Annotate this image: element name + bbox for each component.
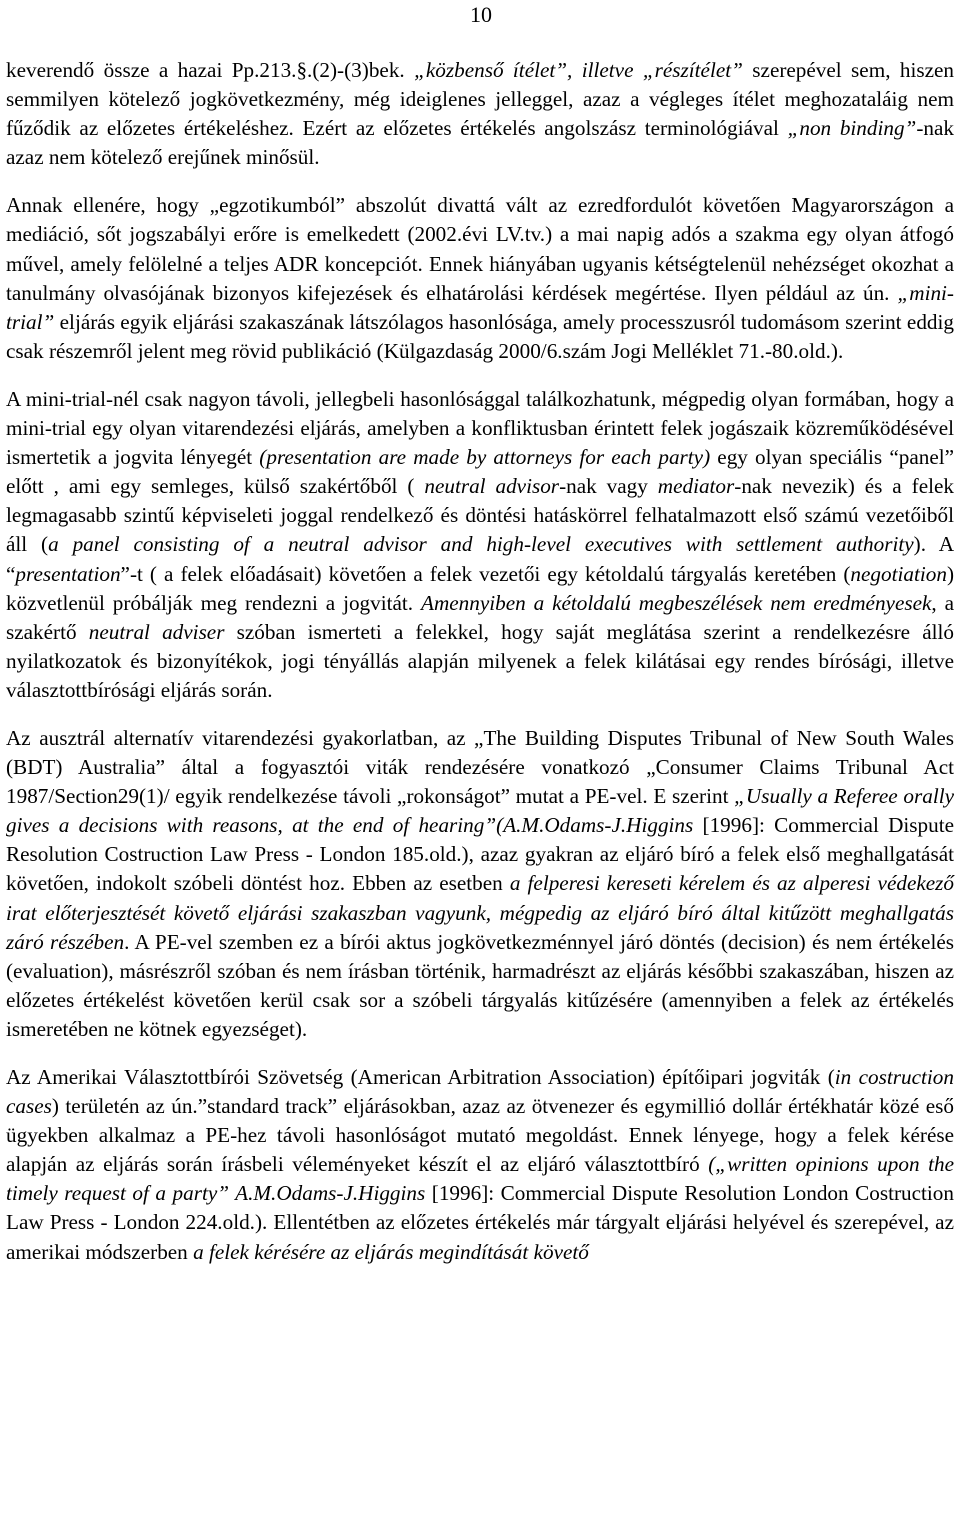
text-run: Az ausztrál alternatív vitarendezési gyakorlatban, az „The Building Disputes Tribunal of New South Wales (BDT) Australia” által a fogyasztói viták rendezésére vonatkozó „Consumer Claims Tribunal Act 1987/Section29(1)/ egyik rendelkezése távoli „rokonságot” mutat a PE-vel. E szerint <box>6 725 954 809</box>
text-run: keverendő össze a hazai Pp.213.§.(2)-(3)bek. <box>6 58 415 82</box>
text-run: , a szakértő <box>6 590 955 644</box>
paragraph <box>6 191 954 366</box>
text-run: -nak vagy <box>559 474 658 499</box>
italic-text-run: „Usually a Referee orally gives a decisions with reasons, at the end of hearing”(A.M.Odams-J.Higgins <box>6 784 954 838</box>
text-run: [1996]: Commercial Dispute Resolution London Costruction Law Press - London 224.old.). Ellentétben az előzetes értékelés már tárgyalt eljárási helyével és szerepével, az amerikai módszerben <box>6 1181 954 1264</box>
paragraph <box>6 385 954 705</box>
italic-text-run: „non binding” <box>787 116 917 141</box>
italic-text-run: neutral adviser <box>88 619 225 644</box>
text-run: Az Amerikai Választottbírói Szövetség (American Arbitration Association) építőipari jogviták ( <box>6 1065 835 1089</box>
text-run: A mini-trial-nél csak nagyon távoli, jellegbeli hasonlósággal találkozhatunk, mégpedig olyan formában, hogy a mini-trial egy olyan vitarendezési eljárás, amelyben a konfliktusban érintett felek jogászaik közreműködésével ismertetik a jogvita lényegét <box>6 386 954 470</box>
italic-text-run: a felek kérésére az eljárás megindítását követő <box>193 1239 589 1264</box>
text-run: -nak azaz nem kötelező erejűnek minősül. <box>6 116 954 170</box>
text-run: [1996]: Commercial Dispute Resolution Costruction Law Press - London 185.old.), azaz gyakran az eljáró bíró a felek első meghallgatását követően, indokolt szóbeli döntést hoz. Ebben az esetben <box>6 813 954 896</box>
text-run: Annak ellenére, hogy „egzotikumból” abszolút divattá vált az ezredfordulót követően Magyarországon a mediáció, sőt jogszabályi erőre is emelkedett (2002.évi LV.tv.) a mai napig adós a szakma egy olyan átfogó művel, amely felölelné a teljes ADR koncepciót. Ennek hiányában ugyanis kétségtelenül nehézséget okozhat a tanulmány olvasójának bizonyos kifejezések és elhatárolási kérdések megértése. Ilyen például az ún. <box>6 193 954 305</box>
italic-text-run: („written opinions upon the timely request of a party” A.M.Odams-J.Higgins <box>6 1152 954 1206</box>
text-run: szerepével sem, hiszen semmilyen kötelező jogkövetkezmény, még ideiglenes jelleggel, azaz a végleges ítélet meghozataláig nem fűződik az előzetes értékeléshez. Ezért az előzetes értékelés angolszász terminológiával <box>6 58 954 141</box>
italic-text-run: (presentation are made by attorneys for each party) <box>259 445 711 470</box>
paragraph <box>6 56 954 172</box>
italic-text-run: neutral advisor <box>424 474 560 499</box>
text-run: ) területén az ún.”standard track” eljárásokban, azaz az ötvenezer és egymillió dollár értékhatár közé eső ügyekben alkalmaz a PE-hez távoli hasonlóságot mutató megoldást. Ennek lényege, hogy a felek kérése alapján az eljárás során írásbeli véleményeket készít el az eljáró választottbíró <box>6 1094 954 1177</box>
text-run: eljárás egyik eljárási szakaszának látszólagos hasonlósága, amely processzusról tudomásom szerint eddig csak részemről jelent meg rövid publikáció (Külgazdaság 2000/6.szám Jogi Melléklet 71.-80.old.). <box>6 309 954 363</box>
body-text <box>6 56 954 1267</box>
paragraph <box>6 724 954 1044</box>
text-run: egy olyan speciális “panel” előtt , ami egy semleges, külső szakértőből ( <box>6 445 955 499</box>
italic-text-run: „közbenső ítélet”, illetve „részítélet” <box>414 58 743 82</box>
paragraph <box>6 1063 954 1267</box>
text-run: -nak nevezik) és a felek legmagasabb szintű képviseleti joggal rendelkező és döntési hatáskörrel felhatalmazott első számú vezetőiből áll ( <box>6 474 954 557</box>
text-run: szóban ismerteti a felekkel, hogy saját meglátása szerint a rendelkezésre álló nyilatkozatok és bizonyítékok, jogi tényállás alapján milyenek a felek kilátásai egy rendes bírósági, illetve választottbírósági eljárás során. <box>6 619 954 702</box>
italic-text-run: in costruction cases <box>6 1065 954 1119</box>
page-number: 10 <box>470 2 492 27</box>
text-run: ) közvetlenül próbálják meg rendezni a jogvitát. <box>6 561 954 615</box>
text-run: . A PE-vel szemben ez a bírói aktus jogkövetkezménnyel járó döntés (decision) és nem értékelés (evaluation), másrészről szóban és nem írásban történik, harmadrészt az eljárás későbbi szakaszában, hiszen az előzetes értékelést követően kerül csak sor a szóbeli tárgyalás kitűzésére (amennyiben a felek az értékelés ismeretében ne kötnek egyezséget). <box>6 929 954 1041</box>
italic-text-run: a felperesi kereseti kérelem és az alperesi védekező irat előterjesztését követő eljárási szakaszban vagyunk, mégpedig az eljáró bíró által kitűzött meghallgatás záró részében <box>6 871 954 954</box>
text-run: ). A “ <box>6 532 954 586</box>
italic-text-run: a panel consisting of a neutral advisor and high-level executives with settlement authority <box>48 532 914 557</box>
italic-text-run: mediator <box>657 474 735 499</box>
italic-text-run: Amennyiben a kétoldalú megbeszélések nem eredményesek <box>421 590 932 615</box>
italic-text-run: „mini-trial” <box>6 280 954 334</box>
text-run: ”-t ( a felek előadásait) követően a felek vezetői egy kétoldalú tárgyalás keretében ( <box>120 561 851 586</box>
italic-text-run: presentation <box>15 561 121 586</box>
italic-text-run: negotiation <box>850 561 947 586</box>
